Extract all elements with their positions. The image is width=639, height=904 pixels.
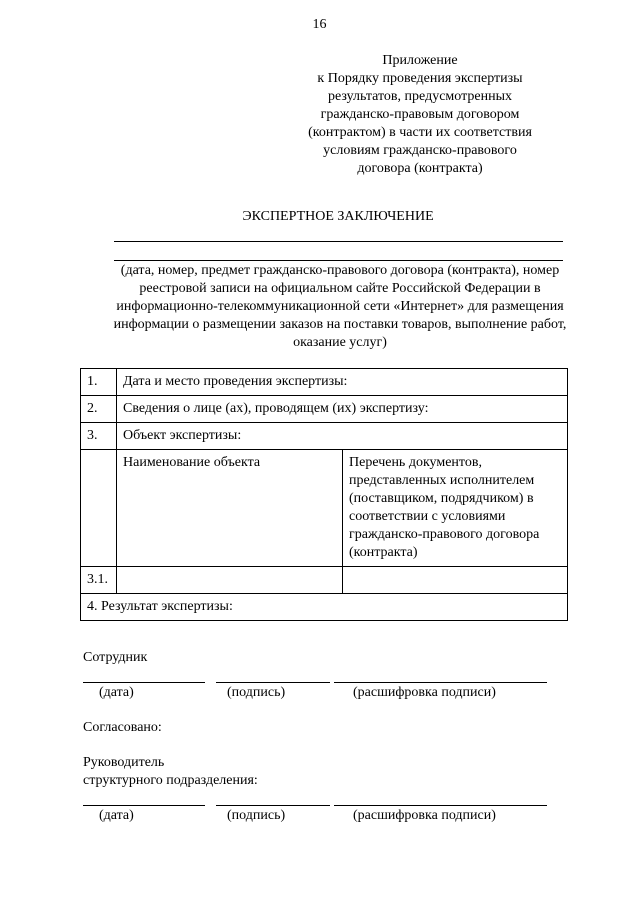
head-label-line2: структурного подразделения: xyxy=(83,773,258,788)
decoding-line xyxy=(334,805,547,806)
table-row xyxy=(81,423,568,450)
date-caption: (дата) xyxy=(99,808,134,823)
caption-line: информации о размещении заказов на поставки товаров, выполнение работ, xyxy=(113,317,567,332)
head-label-line1: Руководитель xyxy=(83,755,165,770)
agreed-label: Согласовано: xyxy=(83,720,162,735)
caption-line: (дата, номер, предмет гражданско-правового договора (контракта), номер xyxy=(120,263,560,278)
row-text: Объект экспертизы: xyxy=(117,423,568,450)
row-number: 1. xyxy=(81,369,117,396)
date-line xyxy=(83,682,205,683)
decoding-caption: (расшифровка подписи) xyxy=(353,685,496,700)
decoding-line xyxy=(334,682,547,683)
table-row xyxy=(81,369,568,396)
row-number: 2. xyxy=(81,396,117,423)
table-row xyxy=(81,594,568,621)
appendix-line: к Порядку проведения экспертизы xyxy=(317,71,523,86)
column-header-documents: Перечень документов, представленных исполнителем (поставщиком, подрядчиком) в соответствии с условиями гражданско-правового договора (контракта) xyxy=(343,450,568,567)
fill-in-line xyxy=(114,241,563,242)
table-row xyxy=(81,396,568,423)
table-row xyxy=(81,567,568,594)
cell-object xyxy=(117,567,343,594)
appendix-line: (контрактом) в части их соответствия xyxy=(308,125,532,140)
document-title: ЭКСПЕРТНОЕ ЗАКЛЮЧЕНИЕ xyxy=(242,209,434,224)
page-number: 16 xyxy=(312,17,327,32)
date-caption: (дата) xyxy=(99,685,134,700)
caption-line: оказание услуг) xyxy=(293,335,387,350)
row-number: 3. xyxy=(81,423,117,450)
cell-documents xyxy=(343,567,568,594)
signature-caption: (подпись) xyxy=(227,808,286,823)
appendix-line: условиям гражданско-правового xyxy=(323,143,517,158)
row-text: Сведения о лице (ах), проводящем (их) экспертизу: xyxy=(117,396,568,423)
caption-line: информационно-телекоммуникационной сети «Интернет» для размещения xyxy=(116,299,564,314)
decoding-caption: (расшифровка подписи) xyxy=(353,808,496,823)
row-text: Дата и место проведения экспертизы: xyxy=(117,369,568,396)
caption-line: реестровой записи на официальном сайте Российской Федерации в xyxy=(139,281,541,296)
appendix-line: результатов, предусмотренных xyxy=(328,89,512,104)
table-subheader-row xyxy=(81,450,568,567)
expertise-table xyxy=(80,368,568,621)
fill-in-line xyxy=(114,260,563,261)
appendix-line: договора (контракта) xyxy=(357,161,483,176)
date-line xyxy=(83,805,205,806)
employee-label: Сотрудник xyxy=(83,650,148,665)
signature-line xyxy=(216,682,330,683)
signature-line xyxy=(216,805,330,806)
appendix-line: Приложение xyxy=(382,53,458,68)
caption-block xyxy=(90,262,590,352)
appendix-header xyxy=(270,52,570,178)
appendix-line: гражданско-правовым договором xyxy=(320,107,520,122)
column-header-object: Наименование объекта xyxy=(117,450,343,567)
row-text: 4. Результат экспертизы: xyxy=(81,594,568,621)
signature-caption: (подпись) xyxy=(227,685,286,700)
empty-cell xyxy=(81,450,117,567)
row-number: 3.1. xyxy=(81,567,117,594)
